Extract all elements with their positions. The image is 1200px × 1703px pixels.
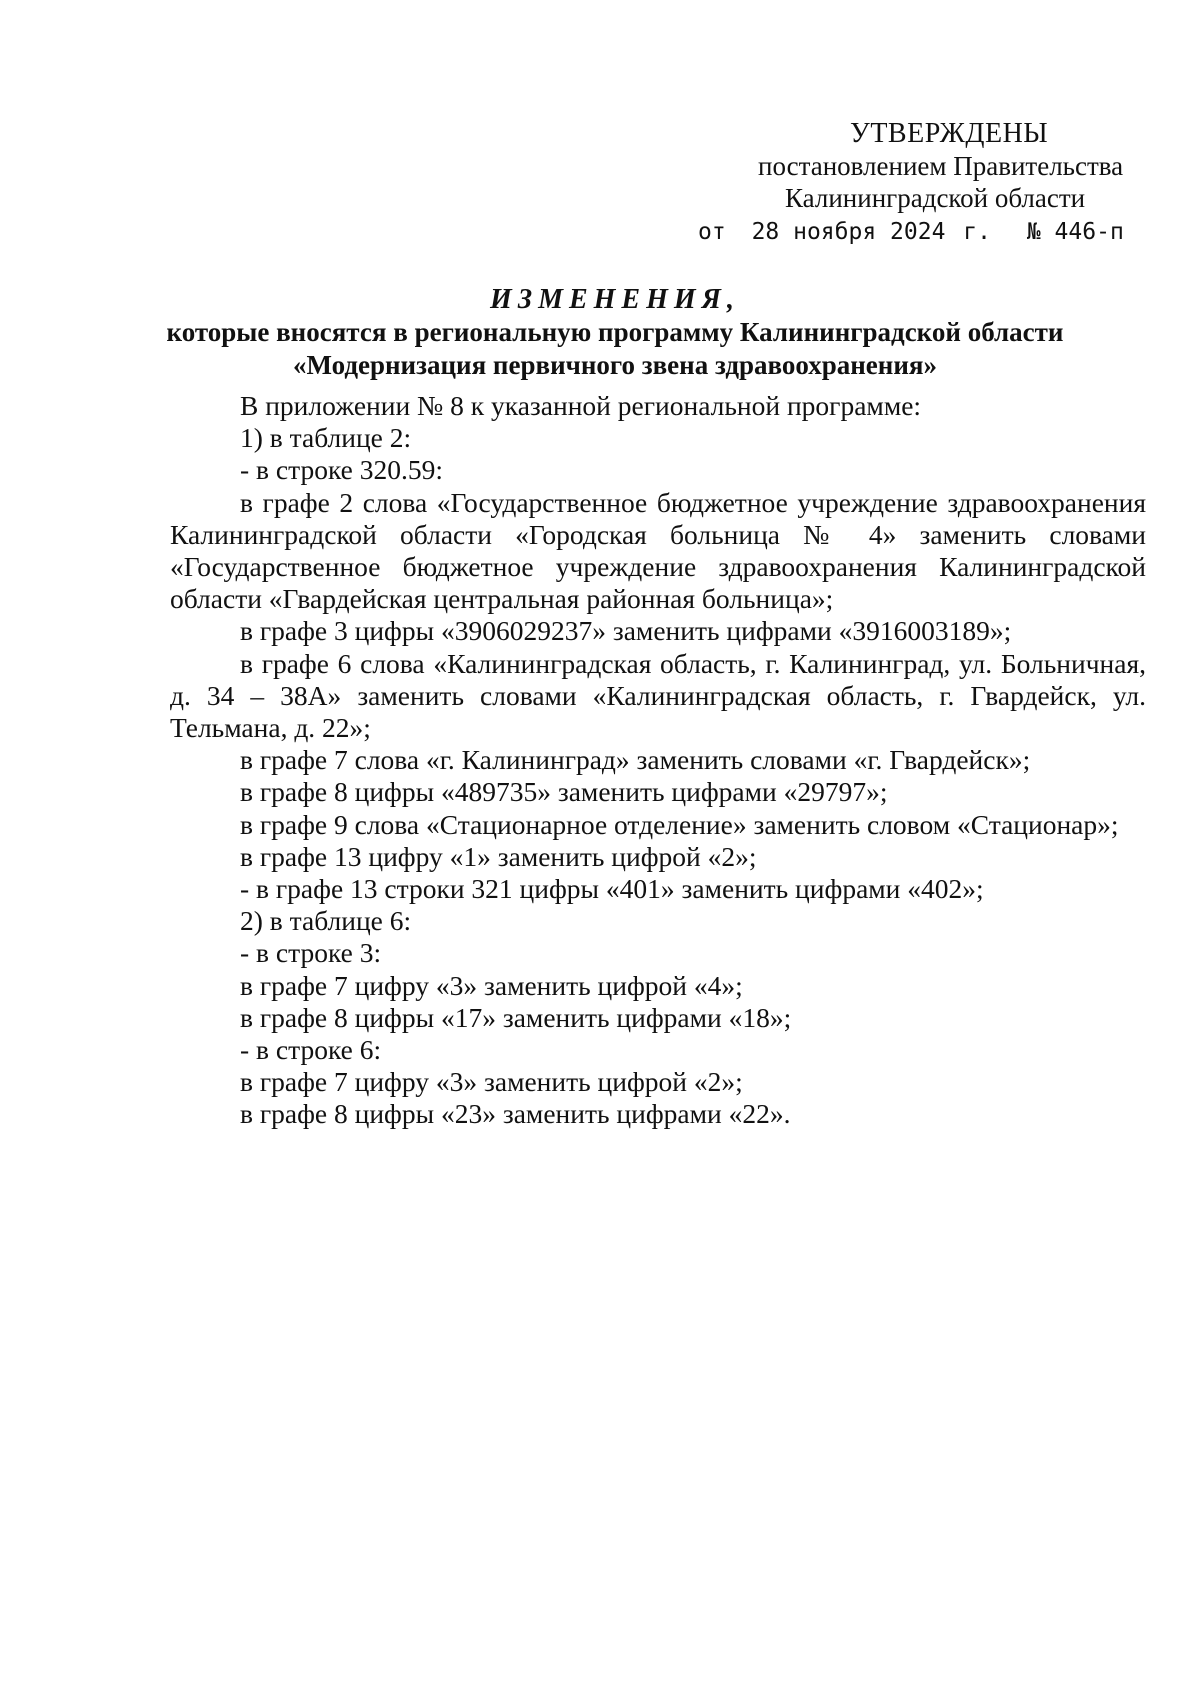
approval-date-line	[698, 216, 1168, 248]
approval-date-suffix: г.	[963, 219, 991, 245]
approval-stamp	[690, 118, 1160, 248]
paragraph-graph7: в графе 7 слова «г. Калининград» заменить словами «г. Гвардейск»;	[240, 744, 1031, 776]
paragraph-row321: - в графе 13 строки 321 цифры «401» заменить цифрами «402»;	[240, 873, 984, 905]
paragraph-graph6: в графе 6 слова «Калининградская область, г. Калининград, ул. Больничная, д. 34 – 38А» заменить словами «Калининградская область, г. Гвардейск, ул. Тельмана, д. 22»;	[170, 647, 1146, 744]
paragraph-item1: 1) в таблице 2:	[240, 422, 412, 454]
heading-title: ИЗМЕНЕНИЯ,	[490, 284, 740, 315]
paragraph-graph3: в графе 3 цифры «3906029237» заменить цифрами «3916003189»;	[240, 615, 1012, 647]
heading-subtitle: которые вносятся в региональную программу Калининградской области	[166, 317, 1064, 347]
paragraph-row6-graph8: в графе 8 цифры «23» заменить цифрами «22».	[240, 1098, 791, 1130]
paragraph-row-320-59: - в строке 320.59:	[240, 454, 443, 486]
document-body	[170, 390, 1146, 1131]
approval-issuer: постановлением Правительства	[758, 151, 1124, 181]
document-heading	[100, 283, 1130, 382]
approval-title: УТВЕРЖДЕНЫ	[850, 118, 1049, 149]
paragraph-graph8: в графе 8 цифры «489735» заменить цифрами «29797»;	[240, 776, 888, 808]
heading-program-name: «Модернизация первичного звена здравоохранения»	[292, 350, 938, 380]
approval-date: 28 ноября 2024	[751, 219, 946, 245]
paragraph-graph9: в графе 9 слова «Стационарное отделение» заменить словом «Стационар»;	[240, 808, 1119, 840]
paragraph-row6: - в строке 6:	[240, 1034, 382, 1066]
paragraph-graph13: в графе 13 цифру «1» заменить цифрой «2»;	[240, 840, 757, 872]
paragraph-graph2: в графе 2 слова «Государственное бюджетное учреждение здравоохранения Калининградской области «Городская больница № 4» заменить словами «Государственное бюджетное учреждение здравоохранения Калининградской области «Гвардейская центральная районная больница»;	[170, 486, 1146, 615]
paragraph-row3-graph7: в графе 7 цифру «3» заменить цифрой «4»;	[240, 969, 743, 1001]
paragraph-item2: 2) в таблице 6:	[240, 905, 412, 937]
paragraph-row3-graph8: в графе 8 цифры «17» заменить цифрами «18»;	[240, 1001, 792, 1033]
paragraph-row6-graph7: в графе 7 цифру «3» заменить цифрой «2»;	[240, 1066, 743, 1098]
paragraph-intro: В приложении № 8 к указанной региональной программе:	[240, 390, 922, 421]
approval-number: № 446-п	[1026, 219, 1124, 245]
paragraph-row3: - в строке 3:	[240, 937, 382, 969]
approval-date-prefix: от	[698, 219, 726, 245]
approval-region: Калининградской области	[785, 183, 1086, 213]
